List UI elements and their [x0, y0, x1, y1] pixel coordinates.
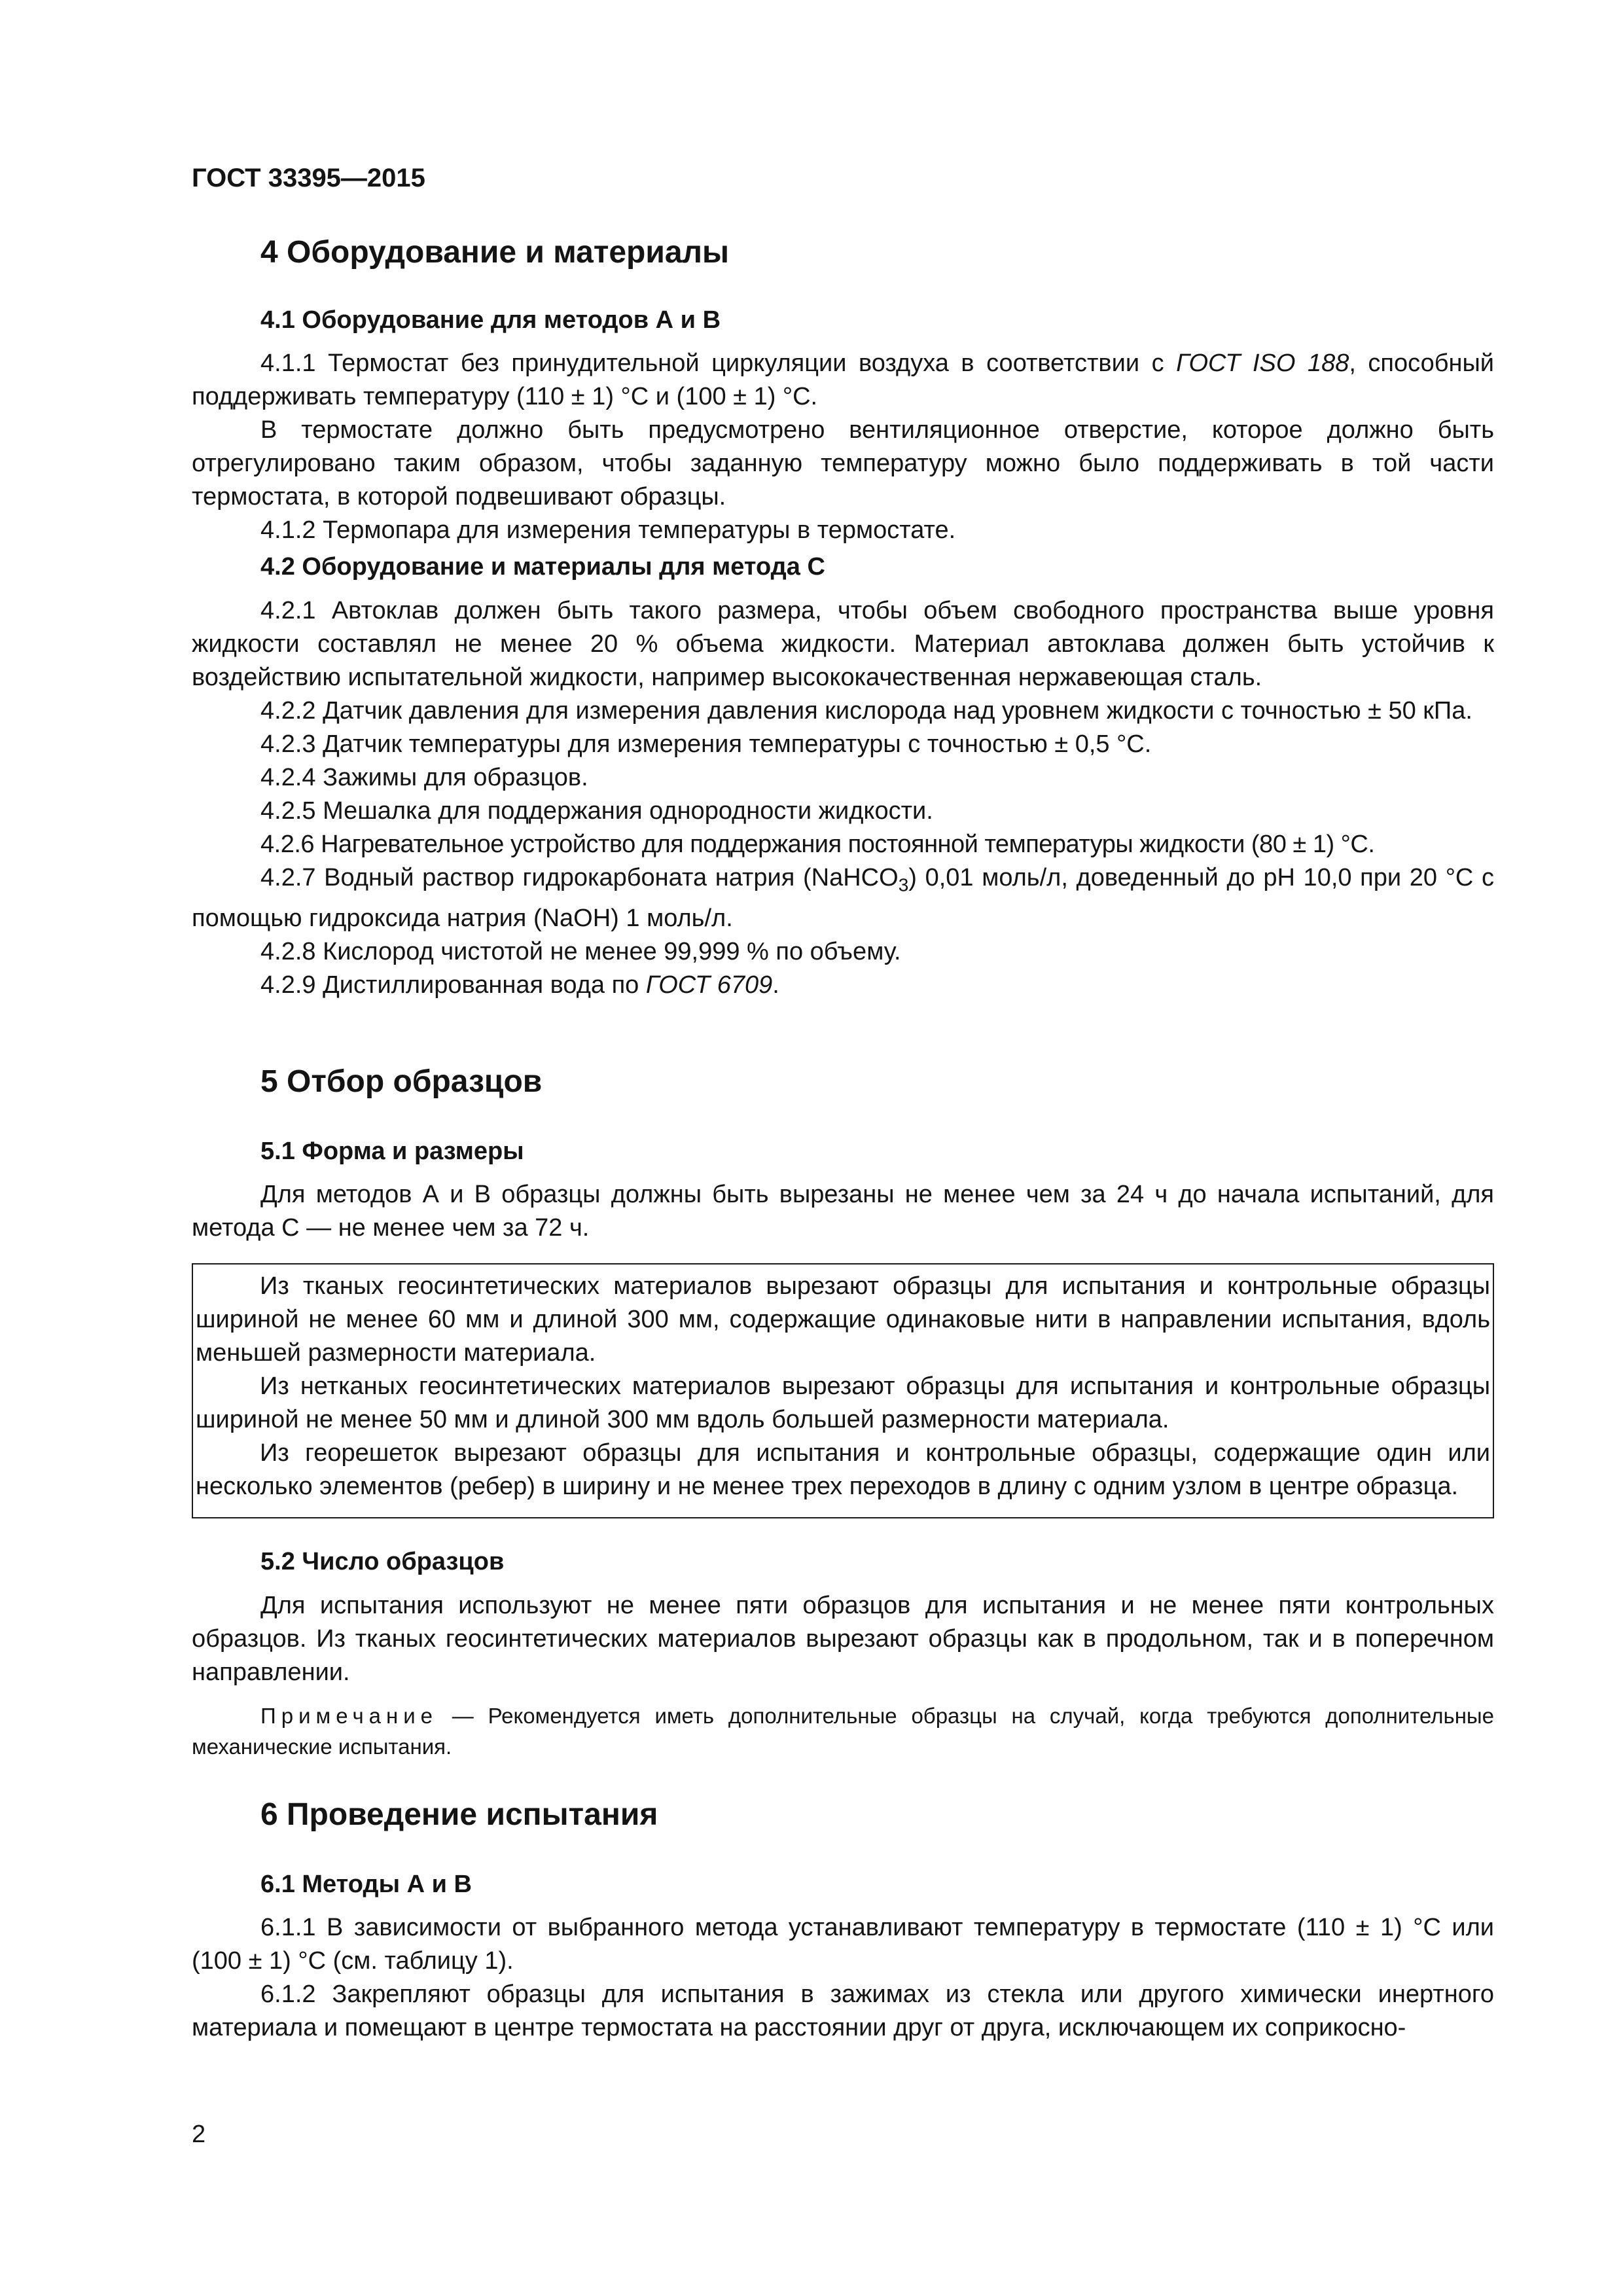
paragraph-4-2-9: 4.2.9 Дистиллированная вода по ГОСТ 6709.: [260, 971, 779, 999]
subsection-4-2-heading: 4.2 Оборудование и материалы для метода С: [260, 553, 825, 581]
note-block: [192, 1700, 1494, 1762]
paragraph-4-1-1-vent: В термостате должно быть предусмотрено вентиляционное отверстие, которое должно быть отрегулировано таким образом, чтобы заданную температуру можно было поддерживать в той части термостата, в которой подвешивают образцы.: [192, 416, 1494, 511]
paragraph-4-2-1: 4.2.1 Автоклав должен быть такого размера, чтобы объем свободного пространства выше уровня жидкости составлял не менее 20 % объема жидкости. Материал автоклава должен быть устойчив к воздействию испытательной жидкости, например высококачественная нержавеющая сталь.: [192, 597, 1494, 691]
subsection-4-1-body: [192, 347, 1494, 547]
subsection-5-1-heading: 5.1 Форма и размеры: [260, 1138, 524, 1165]
paragraph-4-2-2: 4.2.2 Датчик давления для измерения давления кислорода над уровнем жидкости с точностью ± 50 кПа.: [260, 697, 1472, 725]
box-woven-paragraph: Из тканых геосинтетических материалов вырезают образцы для испытания и контрольные образцы шириной не менее 60 мм и длиной 300 мм, содержащие одинаковые нити в направлении испытания, вдоль меньшей размерности материала.: [196, 1272, 1490, 1367]
paragraph-6-1-1: 6.1.1 В зависимости от выбранного метода устанавливают температуру в термостате (110 ± 1) °С или (100 ± 1) °С (см. таблицу 1).: [192, 1914, 1494, 1975]
paragraph-4-2-7: 4.2.7 Водный раствор гидрокарбоната натрия (NaHCO$_3$) 0,01 моль/л, доведенный до рН 10,0 при 20 °С с помощью гидроксида натрия (NaOH) 1 моль/л.: [192, 864, 1494, 932]
gost-6709-reference: ГОСТ 6709: [645, 971, 773, 999]
document-code: ГОСТ 33395—2015: [192, 164, 425, 192]
box-geogrid-paragraph: Из георешеток вырезают образцы для испытания и контрольные образцы, содержащие один или несколько элементов (ребер) в ширину и не менее трех переходов в длину с одним узлом в центре образца.: [196, 1439, 1490, 1500]
subsection-6-1-heading: 6.1 Методы А и В: [260, 1871, 472, 1898]
note-label: Примечание: [260, 1704, 438, 1728]
paragraph-5-1-cutting-time: Для методов А и В образцы должны быть вырезаны не менее чем за 24 ч до начала испытаний, для метода С — не менее чем за 72 ч.: [192, 1181, 1494, 1242]
paragraph-4-2-3: 4.2.3 Датчик температуры для измерения температуры с точностью ± 0,5 °С.: [260, 730, 1152, 758]
section-4-heading: 4 Оборудование и материалы: [260, 235, 730, 270]
paragraph-4-1-2: 4.1.2 Термопара для измерения температуры в термостате.: [260, 516, 956, 544]
subsection-6-1-body: [192, 1911, 1494, 2045]
subsection-5-1-body: [192, 1178, 1494, 1245]
subsection-4-2-body: [192, 594, 1494, 1002]
subsection-5-2-body: [192, 1589, 1494, 1689]
section-6-heading: 6 Проведение испытания: [260, 1797, 658, 1832]
subsection-4-1-heading: 4.1 Оборудование для методов А и В: [260, 306, 721, 334]
paragraph-4-2-5: 4.2.5 Мешалка для поддержания однородности жидкости.: [260, 797, 933, 825]
gost-iso-188-reference: ГОСТ ISO 188: [1176, 350, 1349, 377]
paragraph-4-2-8: 4.2.8 Кислород чистотой не менее 99,999 % по объему.: [260, 937, 901, 965]
page-number: 2: [192, 2121, 206, 2148]
subsection-5-2-heading: 5.2 Число образцов: [260, 1548, 505, 1575]
paragraph-4-1-1: 4.1.1 Термостат без принудительной циркуляции воздуха в соответствии с ГОСТ ISO 188, способный поддерживать температуру (110 ± 1) °С и (100 ± 1) °С.: [192, 350, 1494, 410]
section-5-heading: 5 Отбор образцов: [260, 1064, 543, 1099]
specimen-shape-box: [192, 1263, 1494, 1518]
note-text: — Рекомендуется иметь дополнительные образцы на случай, когда требуются дополнительные механические испытания.: [192, 1704, 1494, 1759]
paragraph-4-2-6: 4.2.6 Нагревательное устройство для поддержания постоянной температуры жидкости (80 ± 1) °С.: [260, 831, 1375, 858]
paragraph-6-1-2: 6.1.2 Закрепляют образцы для испытания в зажимах из стекла или другого химически инертного материала и помещают в центре термостата на расстоянии друг от друга, исключающем их соприкосно-: [192, 1981, 1494, 2041]
paragraph-4-2-4: 4.2.4 Зажимы для образцов.: [260, 764, 588, 791]
paragraph-5-2-count: Для испытания используют не менее пяти образцов для испытания и не менее пяти контрольных образцов. Из тканых геосинтетических материалов вырезают образцы как в продольном, так и в поперечном направлении.: [192, 1592, 1494, 1686]
box-nonwoven-paragraph: Из нетканых геосинтетических материалов вырезают образцы для испытания и контрольные образцы шириной не менее 50 мм и длиной 300 мм вдоль большей размерности материала.: [196, 1372, 1490, 1433]
